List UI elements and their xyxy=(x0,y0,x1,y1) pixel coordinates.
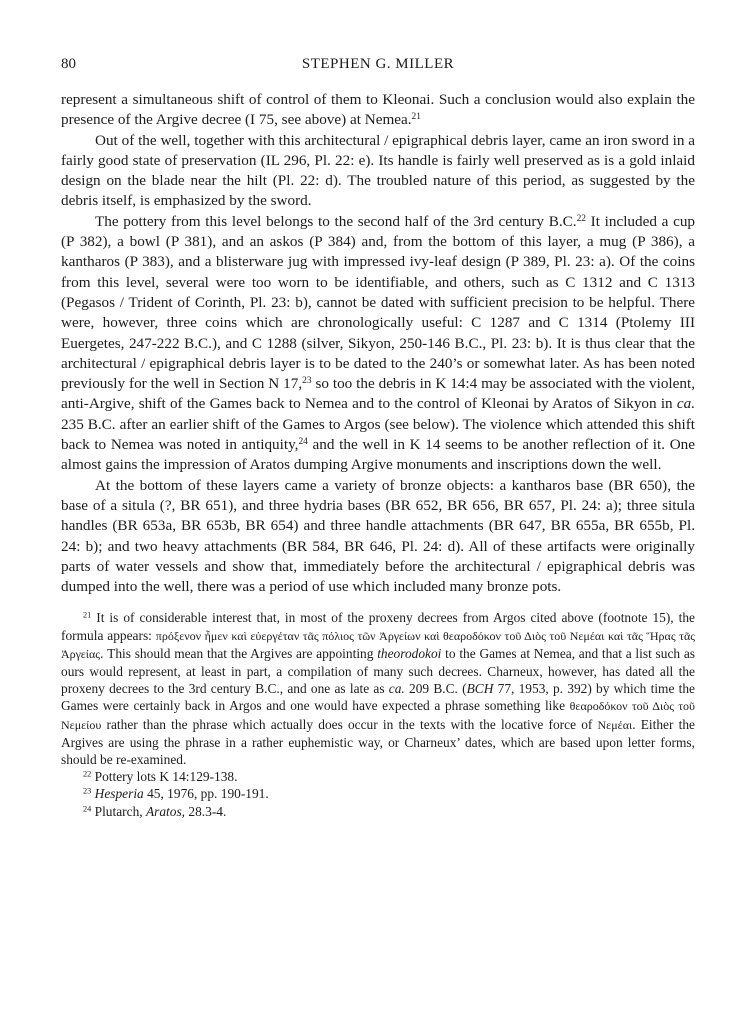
text-run: 209 B.C. ( xyxy=(404,681,467,697)
footnote xyxy=(61,609,695,768)
text-run: Out of the well, together with this architectural / epigraphical debris layer, came an iron sword in a fairly good state of preservation (IL 296, Pl. 22: e). Its handle is fairly well preserved as is a gold inlaid design on the blade near the hilt (Pl. 22: d). The troubled nature of this period, as suggested by the debris itself, is emphasized by the sword. xyxy=(61,131,695,210)
page-header xyxy=(61,52,695,76)
italic-text: Hesperia xyxy=(94,786,144,802)
text-run: 77, 1953, p. 392) by which time the Games were certainly back in Argos and one would have expected a phrase something like xyxy=(61,681,695,714)
text-run: rather than the phrase which actually does occur in the texts with the locative force of xyxy=(101,716,598,732)
page-number: 80 xyxy=(61,56,76,72)
footnotes xyxy=(61,609,695,819)
footnote-ref: 21 xyxy=(83,610,92,620)
footnote xyxy=(61,785,695,802)
body-paragraph xyxy=(61,476,695,598)
page xyxy=(61,52,695,820)
text-run: 45, 1976, pp. 190-191. xyxy=(143,786,269,802)
body-paragraph xyxy=(61,212,695,476)
italic-text: BCH xyxy=(466,681,494,697)
text-run: It included a cup (P 382), a bowl (P 381), and an askos (P 384) and, from the bottom of this layer, a mug (P 386), a kantharos (P 383), and a blisterware jug with impressed ivy-leaf design (P 389, Pl. 23: a). Of the coins from this level, several were too worn to be identifiable, and others, such as C 1312 and C 1313 (Pegasos / Trident of Corinth, Pl. 23: b), cannot be dated with sufficient precision to be helpful. There were, however, three coins which are chronologically useful: C 1287 and C 1314 (Ptolemy III Euergetes, 247-222 B.C.), and C 1288 (silver, Sikyon, 250-146 B.C., Pl. 23: b). It is thus clear that the architectural / epigraphical debris layer is to be dated to the 240’s or somewhat later. As has been noted previously for the well in Section N 17, xyxy=(61,212,696,393)
italic-text: theorodokoi xyxy=(377,645,442,661)
footnote-ref: 24 xyxy=(298,436,308,447)
text-run: Plutarch, xyxy=(91,803,146,819)
footnote-ref: 23 xyxy=(83,786,92,796)
footnote-ref: 22 xyxy=(576,213,586,224)
running-head: STEPHEN G. MILLER xyxy=(301,56,455,72)
text-run: At the bottom of these layers came a variety of bronze objects: a kantharos base (BR 650), the base of a situla (?, BR 651), and three hydria bases (BR 652, BR 656, BR 657, Pl. 24: a); three situla handles (BR 653a, BR 653b, BR 654) and three handle attachments (BR 647, BR 655a, BR 655b, Pl. 24: b); and two heavy attachments (BR 584, BR 646, Pl. 24: d). All of these artifacts were originally parts of water vessels and show that, immediately before the architectural / epigraphical debris was dumped into the well, there was a period of use which included many bronze pots. xyxy=(61,476,695,596)
italic-text: ca. xyxy=(676,395,695,413)
greek-text: Νεμέαι xyxy=(597,717,633,732)
body-paragraph xyxy=(61,131,695,212)
footnote xyxy=(61,803,695,820)
text-run: to the Games at Nemea, and that a list such as ours would represent, at least in part, a compilation of many such decrees. Charneux, however, has dated all the proxeny decrees to the 3rd century B.C., and one as late as xyxy=(61,645,696,697)
text-run: It is of considerable interest that, in most of the proxeny decrees from Argos cited above (footnote 15), the formula appears: xyxy=(61,610,695,643)
text-run: represent a simultaneous shift of control of them to Kleonai. Such a conclusion would also explain the presence of the Argive decree (I 75, see above) at Nemea. xyxy=(61,91,695,129)
text-run: Pottery lots K 14:129-138. xyxy=(91,769,238,785)
footnote-ref: 22 xyxy=(83,769,92,779)
text-run: 28.3-4. xyxy=(185,803,227,819)
text-run: 235 B.C. after an earlier shift of the Games to Argos (see below). The violence which attended this shift back to Nemea was noted in antiquity, xyxy=(61,415,695,454)
text-run: so too the debris in K 14:4 may be associated with the violent, anti-Argive, shift of the Games back to Nemea and to the control of Kleonai by Aratos of Sikyon in xyxy=(61,375,695,413)
italic-text: ca. xyxy=(388,681,405,697)
greek-text: θεαροδόκον τοῦ Διὸς τοῦ Νεμείου xyxy=(61,699,695,732)
footnote-ref: 24 xyxy=(83,804,92,814)
footnote xyxy=(61,768,695,785)
text-run: and the well in K 14 seems to be another reflection of it. One almost gains the impression of Aratos dumping Argive monuments and inscriptions down the well. xyxy=(61,436,695,474)
body-paragraph xyxy=(61,90,695,131)
text-run: . Either the Argives are using the phrase in a rather euphemistic way, or Charneux’ dates, which are based upon letter forms, should be re-examined. xyxy=(61,716,695,768)
italic-text: Aratos, xyxy=(145,803,186,819)
body-text xyxy=(61,90,695,597)
greek-text: πρόξενον ἦμεν καὶ εὐεργέταν τᾶς πόλιος τῶν Ἀργείων καὶ θεαροδόκον τοῦ Διὸς τοῦ Νεμέαι καὶ τᾶς Ἥρας τᾶς Ἀργείας xyxy=(61,628,695,661)
text-run: The pottery from this level belongs to the second half of the 3rd century B.C. xyxy=(95,212,577,230)
text-run: . This should mean that the Argives are appointing xyxy=(100,645,378,661)
footnote-ref: 23 xyxy=(302,375,312,386)
footnote-ref: 21 xyxy=(411,112,421,123)
